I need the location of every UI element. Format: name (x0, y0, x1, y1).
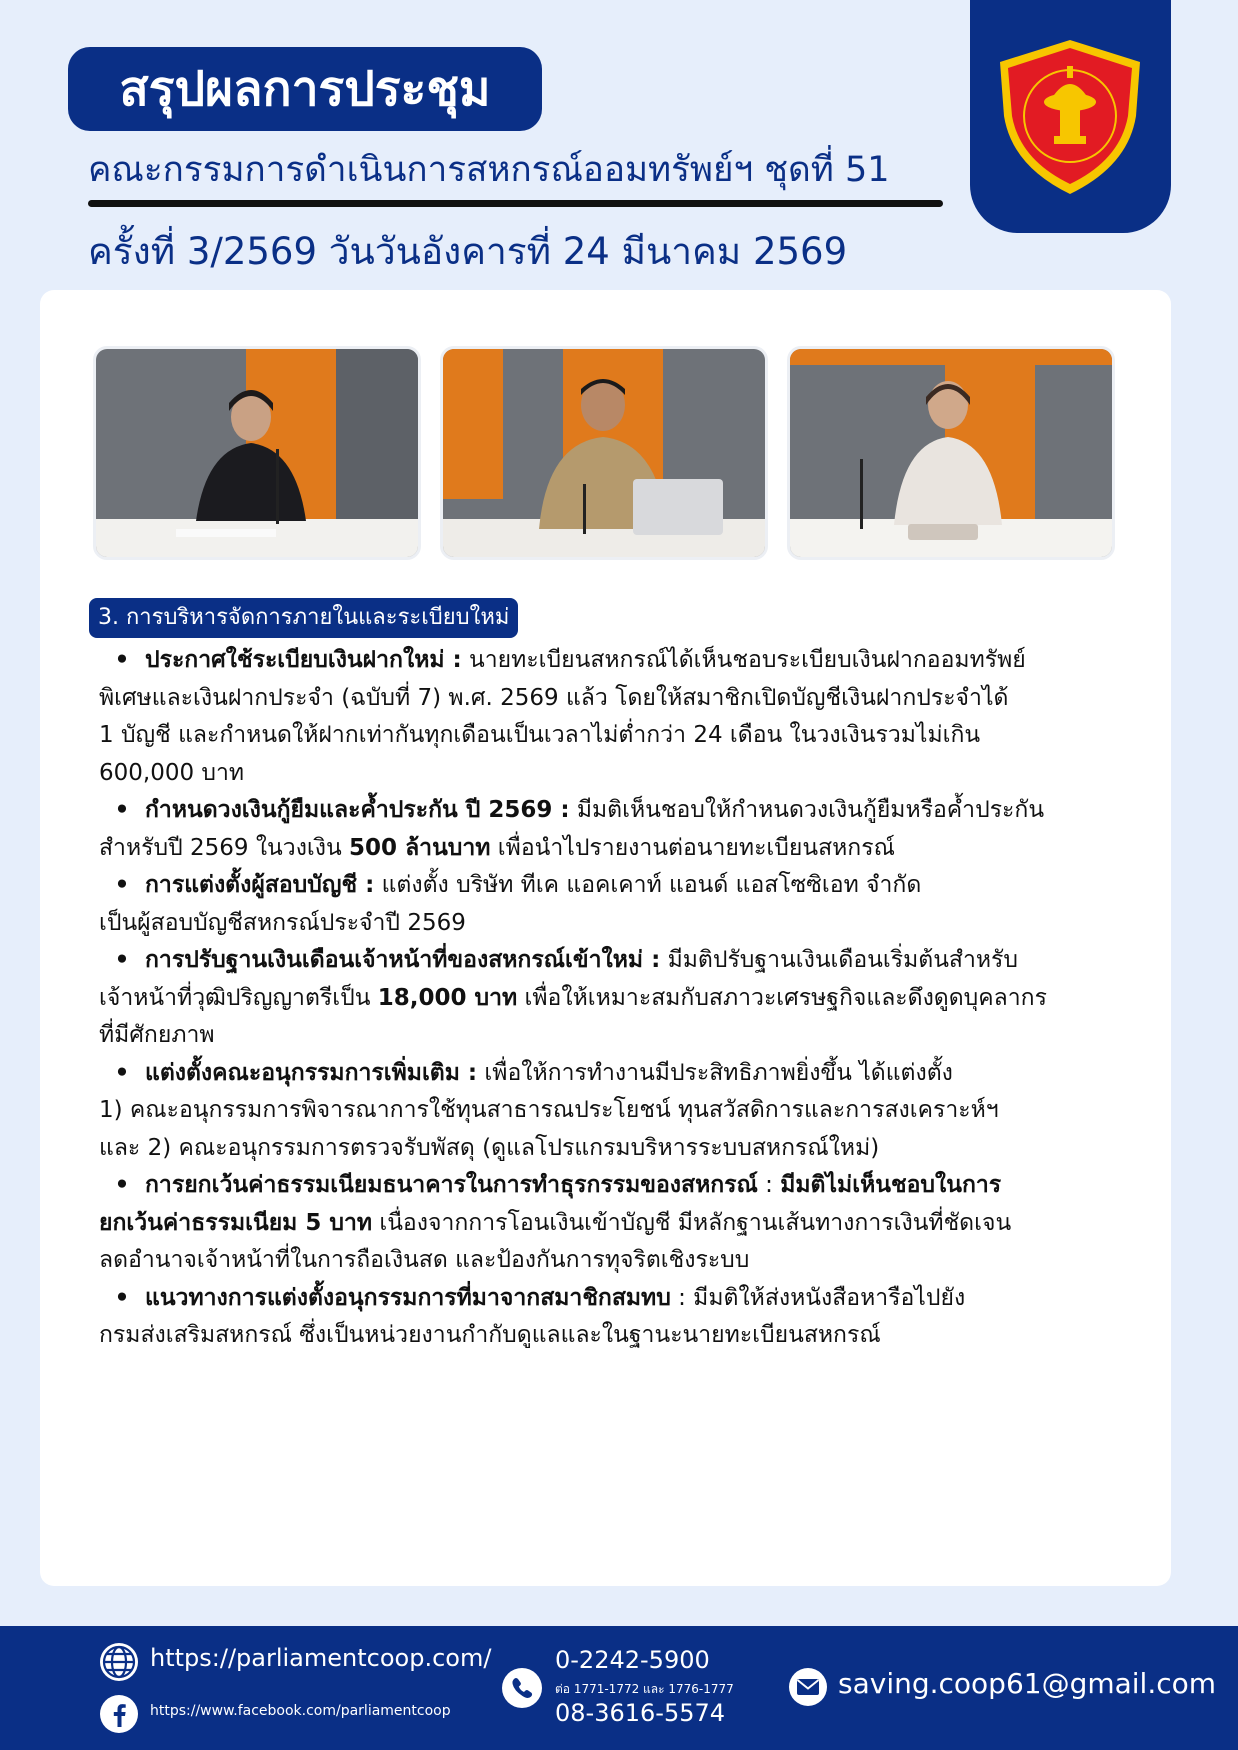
summary-item: • ประกาศใช้ระเบียบเงินฝากใหม่ : นายทะเบียนสหกรณ์ได้เห็นชอบระเบียบเงินฝากออมทรัพย์ (99, 642, 1149, 680)
committee-photo-3 (787, 346, 1115, 560)
phone-number-1[interactable]: 0-2242-5900 (555, 1646, 710, 1674)
facebook-icon (98, 1693, 140, 1735)
bullet-icon: • (114, 647, 130, 673)
meeting-session: ครั้งที่ 3/2569 วันวันอังคารที่ 24 มีนาคม 2569 (88, 230, 848, 273)
summary-item: • การยกเว้นค่าธรรมเนียมธนาคารในการทำธุรกรรมของสหกรณ์ : มีมติไม่เห็นชอบในการ (99, 1167, 1149, 1205)
committee-photo-1 (93, 346, 421, 560)
bullet-icon: • (114, 1172, 130, 1198)
contact-footer (0, 1626, 1238, 1750)
summary-item: • การแต่งตั้งผู้สอบบัญชี : แต่งตั้ง บริษัท ทีเค แอคเคาท์ แอนด์ แอสโซซิเอท จำกัด (99, 867, 1149, 905)
committee-photo-2 (440, 346, 768, 560)
bullet-icon: • (114, 1284, 130, 1311)
phone-number-2[interactable]: 08-3616-5574 (555, 1699, 726, 1727)
committee-subtitle: คณะกรรมการดำเนินการสหกรณ์ออมทรัพย์ฯ ชุดที่ 51 (88, 150, 890, 190)
section-heading: 3. การบริหารจัดการภายในและระเบียบใหม่ (89, 598, 518, 638)
globe-icon (98, 1641, 140, 1683)
cooperative-seal-icon (994, 36, 1146, 198)
bullet-icon: • (114, 872, 130, 898)
email-link[interactable]: saving.coop61@gmail.com (838, 1667, 1217, 1700)
summary-item: • กำหนดวงเงินกู้ยืมและค้ำประกัน ปี 2569 : มีมติเห็นชอบให้กำหนดวงเงินกู้ยืมหรือค้ำประกัน (99, 792, 1149, 830)
summary-item: • การปรับฐานเงินเดือนเจ้าหน้าที่ของสหกรณ์เข้าใหม่ : มีมติปรับฐานเงินเดือนเริ่มต้นสำหรับ (99, 942, 1149, 980)
bullet-icon: • (114, 1059, 130, 1086)
summary-item: • แต่งตั้งคณะอนุกรรมการเพิ่มเติม : เพื่อให้การทำงานมีประสิทธิภาพยิ่งขึ้น ได้แต่งตั้ง (99, 1055, 1149, 1093)
logo-block (970, 0, 1171, 233)
phone-extension: ต่อ 1771-1772 และ 1776-1777 (555, 1682, 734, 1696)
phone-icon (500, 1666, 544, 1710)
committee-member-photo-3 (790, 349, 1112, 557)
content-card (40, 290, 1171, 1586)
bullet-icon: • (114, 797, 130, 823)
meeting-summary-body: • ประกาศใช้ระเบียบเงินฝากใหม่ : นายทะเบียนสหกรณ์ได้เห็นชอบระเบียบเงินฝากออมทรัพย์ พิเศษและเงินฝากประจำ (ฉบับที่ 7) พ.ศ. 2569 แล้ว โดยให้สมาชิกเปิดบัญชีเงินฝากประจำได้ 1 บัญชี และกำหนดให้ฝากเท่ากันทุกเดือนเป็นเวลาไม่ต่ำกว่า 24 เดือน ในวงเงินรวมไม่เกิน 600,000 บาท • กำหนดวงเงินกู้ยืมและค้ำประกัน ปี 2569 : มีมติเห็นชอบให้กำหนดวงเงินกู้ยืมหรือค้ำประกัน สำหรับปี 2569 ในวงเงิน 500 ล้านบาท เพื่อนำไปรายงานต่อนายทะเบียนสหกรณ์ • การแต่งตั้งผู้สอบบัญชี : แต่งตั้ง บริษัท ทีเค แอคเคาท์ แอนด์ แอสโซซิเอท จำกัด เป็นผู้สอบบัญชีสหกรณ์ประจำปี 2569 • การปรับฐานเงินเดือนเจ้าหน้าที่ของสหกรณ์เข้าใหม่ : มีมติปรับฐานเงินเดือนเริ่มต้นสำหรับ เจ้าหน้าที่วุฒิปริญญาตรีเป็น 18,000 บาท เพื่อให้เหมาะสมกับสภาวะเศรษฐกิจและดึงดูดบุคลากร ที่มีศักยภาพ • แต่งตั้งคณะอนุกรรมการเพิ่มเติม : เพื่อให้การทำงานมีประสิทธิภาพยิ่งขึ้น ได้แต่งตั้ง 1) คณะอนุกรรมการพิจารณาการใช้ทุนสาธารณประโยชน์ ทุนสวัสดิการและการสงเคราะห์ฯ และ 2) คณะอนุกรรมการตรวจรับพัสดุ (ดูแลโปรแกรมบริหารระบบสหกรณ์ใหม่) • การยกเว้นค่าธรรมเนียมธนาคารในการทำธุรกรรมของสหกรณ์ : มีมติไม่เห็นชอบในการ ยกเว้นค่าธรรมเนียม 5 บาท เนื่องจากการโอนเงินเข้าบัญชี มีหลักฐานเส้นทางการเงินที่ชัดเจน ลดอำนาจเจ้าหน้าที่ในการถือเงินสด และป้องกันการทุจริตเชิงระบบ • แนวทางการแต่งตั้งอนุกรรมการที่มาจากสมาชิกสมทบ : มีมติให้ส่งหนังสือหารือไปยัง กรมส่งเสริมสหกรณ์ ซึ่งเป็นหน่วยงานกำกับดูแลและในฐานะนายทะเบียนสหกรณ์ (99, 642, 1149, 1355)
facebook-link[interactable]: https://www.facebook.com/parliamentcoop (150, 1703, 451, 1719)
committee-member-photo-1 (96, 349, 418, 557)
committee-member-photo-2 (443, 349, 765, 557)
summary-item: • แนวทางการแต่งตั้งอนุกรรมการที่มาจากสมาชิกสมทบ : มีมติให้ส่งหนังสือหารือไปยัง (99, 1280, 1149, 1318)
website-link[interactable]: https://parliamentcoop.com/ (150, 1644, 492, 1672)
bullet-icon: • (114, 947, 130, 973)
header-divider (88, 200, 943, 207)
mail-icon (787, 1666, 829, 1708)
page-title: สรุปผลการประชุม (68, 47, 542, 131)
